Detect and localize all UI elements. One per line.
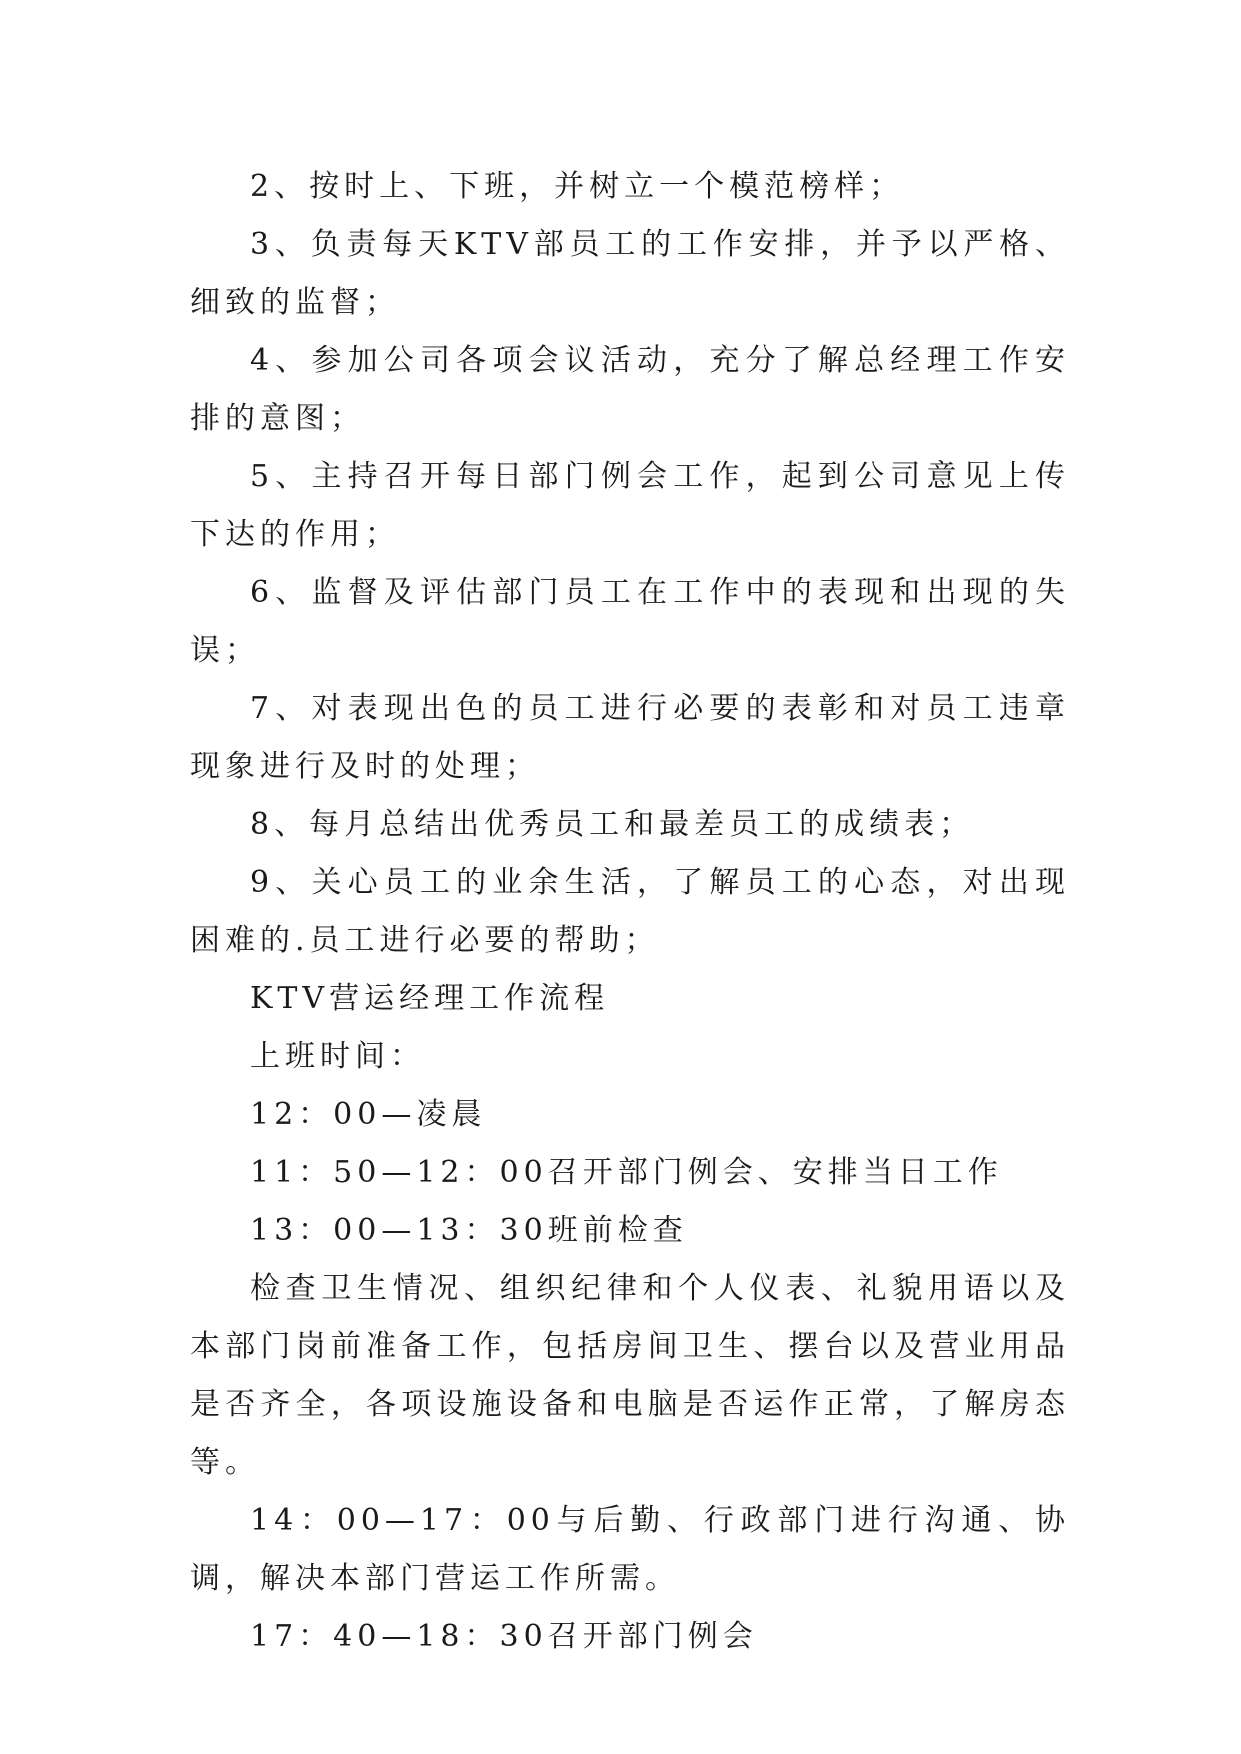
paragraph-schedule-1300: 13：00—13：30班前检查 — [250, 1213, 688, 1248]
paragraph-duty-5: 5、主持召开每日部门例会工作，起到公司意见上传下达的作用； — [190, 459, 1070, 552]
paragraph-duty-8: 8、每月总结出优秀员工和最差员工的成绩表； — [250, 807, 975, 842]
document-body — [190, 158, 1070, 1666]
paragraph-work-hours-label: 上班时间： — [250, 1039, 425, 1074]
paragraph-duty-3: 3、负责每天KTV部员工的工作安排，并予以严格、细致的监督； — [190, 227, 1070, 320]
paragraph-duty-7: 7、对表现出色的员工进行必要的表彰和对员工违章现象进行及时的处理； — [190, 691, 1070, 784]
section-heading: KTV营运经理工作流程 — [250, 981, 610, 1016]
paragraph-schedule-1150: 11：50—12：00召开部门例会、安排当日工作 — [250, 1155, 1003, 1190]
paragraph-duty-2: 2、按时上、下班，并树立一个模范榜样； — [250, 169, 905, 204]
paragraph-duty-9: 9、关心员工的业余生活，了解员工的心态，对出现困难的.员工进行必要的帮助； — [190, 865, 1070, 958]
paragraph-schedule-1400: 14：00—17：00与后勤、行政部门进行沟通、协调，解决本部门营运工作所需。 — [190, 1503, 1070, 1596]
paragraph-work-hours: 12：00—凌晨 — [250, 1097, 487, 1132]
paragraph-duty-4: 4、参加公司各项会议活动，充分了解总经理工作安排的意图； — [190, 343, 1070, 436]
paragraph-schedule-1740: 17：40—18：30召开部门例会 — [250, 1619, 758, 1654]
paragraph-duty-6: 6、监督及评估部门员工在工作中的表现和出现的失误； — [190, 575, 1070, 668]
paragraph-inspection-details: 检查卫生情况、组织纪律和个人仪表、礼貌用语以及本部门岗前准备工作，包括房间卫生、摆台以及营业用品是否齐全，各项设施设备和电脑是否运作正常，了解房态等。 — [190, 1271, 1070, 1480]
